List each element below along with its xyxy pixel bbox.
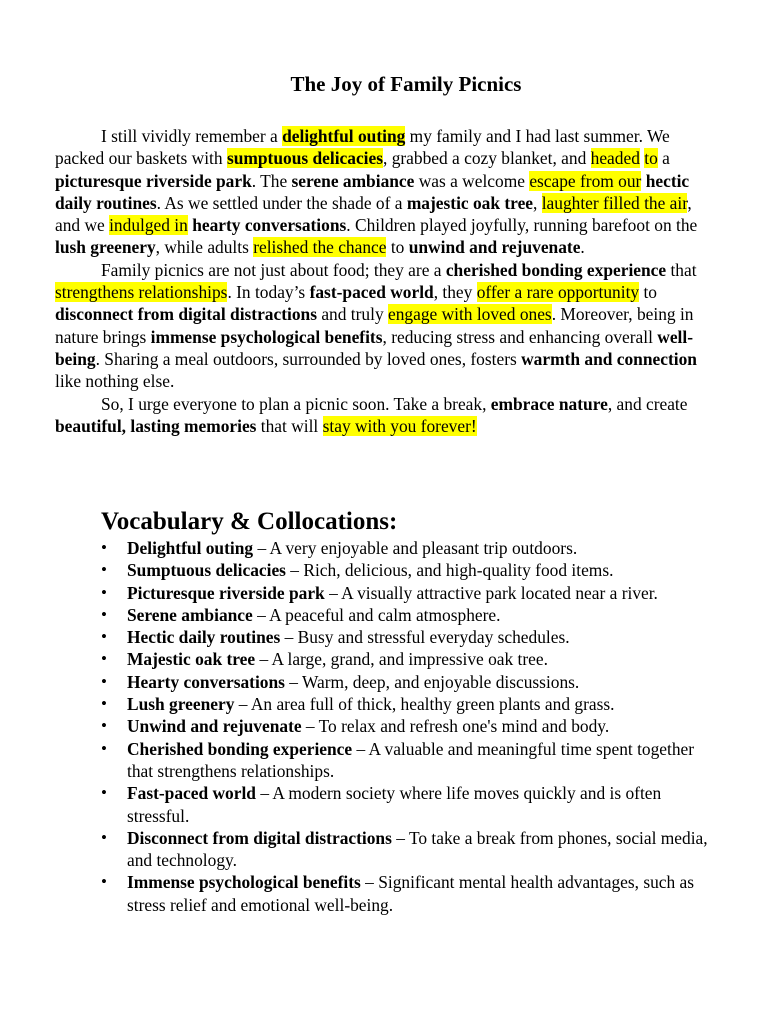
bullet-icon: •: [101, 671, 107, 691]
vocab-definition: – A visually attractive park located near a river.: [324, 582, 658, 603]
vocab-item: [101, 671, 716, 693]
vocab-term: Delightful outing: [127, 538, 254, 558]
highlighted-phrase: indulged in: [109, 215, 188, 236]
bullet-icon: •: [101, 604, 107, 624]
document-title: The Joy of Family Picnics: [290, 72, 522, 96]
vocab-item: [101, 693, 716, 715]
vocab-item: [101, 648, 716, 670]
vocabulary-list: [101, 537, 716, 916]
vocab-term: Hectic daily routines: [127, 627, 281, 648]
vocab-item: [101, 626, 716, 648]
highlighted-phrase: laughter filled the air: [541, 192, 688, 213]
bold-phrase: hearty conversations: [192, 215, 347, 236]
bold-phrase: disconnect from digital distractions: [55, 304, 317, 325]
highlighted-phrase: delightful outing: [282, 126, 406, 146]
vocab-definition: – A large, grand, and impressive oak tree.: [255, 649, 548, 670]
highlighted-phrase: relished the chance: [253, 237, 387, 258]
bullet-icon: •: [101, 582, 107, 602]
highlighted-phrase: strengthens relationships: [55, 282, 228, 303]
bold-phrase: immense psychological benefits: [150, 326, 383, 347]
vocab-definition: – Busy and stressful everyday schedules.: [280, 627, 570, 648]
bold-phrase: embrace nature: [490, 393, 608, 414]
bold-phrase: majestic oak tree: [406, 192, 534, 213]
vocab-definition: – Significant mental health advantages, such as stress relief and emotional well-being.: [127, 872, 695, 915]
vocab-term: Fast-paced world: [127, 783, 256, 804]
paragraph: So, I urge everyone to plan a picnic soon. Take a break, embrace nature, and create beautiful, lasting memories that will stay with you forever!: [55, 393, 688, 436]
highlighted-phrase: stay with you forever!: [322, 415, 477, 436]
vocab-definition: – A very enjoyable and pleasant trip outdoors.: [253, 538, 578, 558]
bold-phrase: unwind and rejuvenate: [408, 237, 581, 258]
vocab-definition: – A modern society where life moves quickly and is often stressful.: [127, 783, 662, 826]
highlighted-phrase: sumptuous delicacies: [226, 148, 383, 169]
highlighted-phrase: headed: [590, 148, 640, 169]
vocab-term: Cherished bonding experience: [127, 738, 353, 759]
vocab-term: Serene ambiance: [127, 604, 253, 625]
vocab-definition: – Warm, deep, and enjoyable discussions.: [284, 671, 580, 692]
bullet-icon: •: [101, 716, 107, 736]
bullet-icon: •: [101, 649, 107, 669]
bullet-icon: •: [101, 694, 107, 714]
bold-phrase: picturesque riverside park: [55, 170, 252, 191]
highlighted-phrase: engage with loved ones: [387, 304, 552, 325]
vocab-term: Immense psychological benefits: [127, 872, 361, 893]
vocab-item: [101, 604, 716, 626]
vocab-item: [101, 537, 716, 559]
vocab-definition: – Rich, delicious, and high-quality food items.: [285, 560, 614, 581]
vocab-term: Sumptuous delicacies: [127, 560, 286, 581]
highlighted-phrase: to: [644, 148, 658, 169]
vocab-term: Disconnect from digital distractions: [127, 827, 392, 848]
bold-phrase: hectic daily routines: [55, 170, 690, 213]
bullet-icon: •: [101, 872, 107, 892]
vocab-item: [101, 782, 716, 827]
bullet-icon: •: [101, 827, 107, 847]
bold-phrase: well-being: [55, 326, 694, 369]
paragraph: Family picnics are not just about food; they are a cherished bonding experience that strengthens relationships. In today’s fast-paced world, they offer a rare opportunity to disconnect from digital distractions and truly engage with loved ones. Moreover, being in nature brings immense psychological benefits, reducing stress and enhancing overall well-being. Sharing a meal outdoors, surrounded by loved ones, fosters warmth and connection like nothing else.: [55, 259, 697, 392]
highlighted-phrase: offer a rare opportunity: [476, 282, 640, 303]
vocab-item: [101, 715, 716, 737]
vocab-term: Hearty conversations: [127, 671, 285, 692]
vocabulary-heading: Vocabulary & Collocations:: [101, 508, 398, 535]
bullet-icon: •: [101, 783, 107, 803]
vocab-item: [101, 738, 716, 783]
vocab-definition: – An area full of thick, healthy green plants and grass.: [234, 694, 615, 715]
vocab-definition: – To take a break from phones, social media, and technology.: [127, 827, 708, 871]
bold-phrase: fast-paced world: [309, 282, 434, 303]
vocab-definition: – A peaceful and calm atmosphere.: [252, 604, 501, 625]
bold-phrase: cherished bonding experience: [445, 259, 667, 280]
vocab-item: [101, 582, 716, 604]
paragraph: I still vividly remember a delightful outing my family and I had last summer. We packed our baskets with sumptuous delicacies, grabbed a cozy blanket, and headed to a picturesque riverside park. The serene ambiance was a welcome escape from our hectic daily routines. As we settled under the shade of a majestic oak tree, laughter filled the air, and we indulged in hearty conversations. Children played joyfully, running barefoot on the lush greenery, while adults relished the chance to unwind and rejuvenate.: [55, 126, 698, 258]
vocab-item: [101, 871, 716, 916]
bullet-icon: •: [101, 627, 107, 647]
vocab-definition: – A valuable and meaningful time spent together that strengthens relationships.: [127, 738, 695, 781]
vocab-term: Unwind and rejuvenate: [127, 716, 302, 737]
vocab-item: [101, 559, 716, 581]
vocab-term: Picturesque riverside park: [127, 582, 325, 603]
bold-phrase: beautiful, lasting memories: [55, 415, 257, 436]
bold-phrase: warmth and connection: [521, 348, 697, 369]
bullet-icon: •: [101, 538, 107, 557]
bold-phrase: lush greenery: [55, 237, 156, 258]
bold-phrase: serene ambiance: [291, 170, 415, 191]
vocab-item: [101, 827, 716, 872]
vocab-definition: – To relax and refresh one's mind and body.: [301, 716, 610, 737]
story-body: [55, 125, 715, 437]
vocab-term: Lush greenery: [127, 694, 235, 715]
bullet-icon: •: [101, 560, 107, 580]
vocab-term: Majestic oak tree: [127, 649, 256, 670]
highlighted-phrase: escape from our: [529, 170, 642, 191]
bullet-icon: •: [101, 738, 107, 758]
